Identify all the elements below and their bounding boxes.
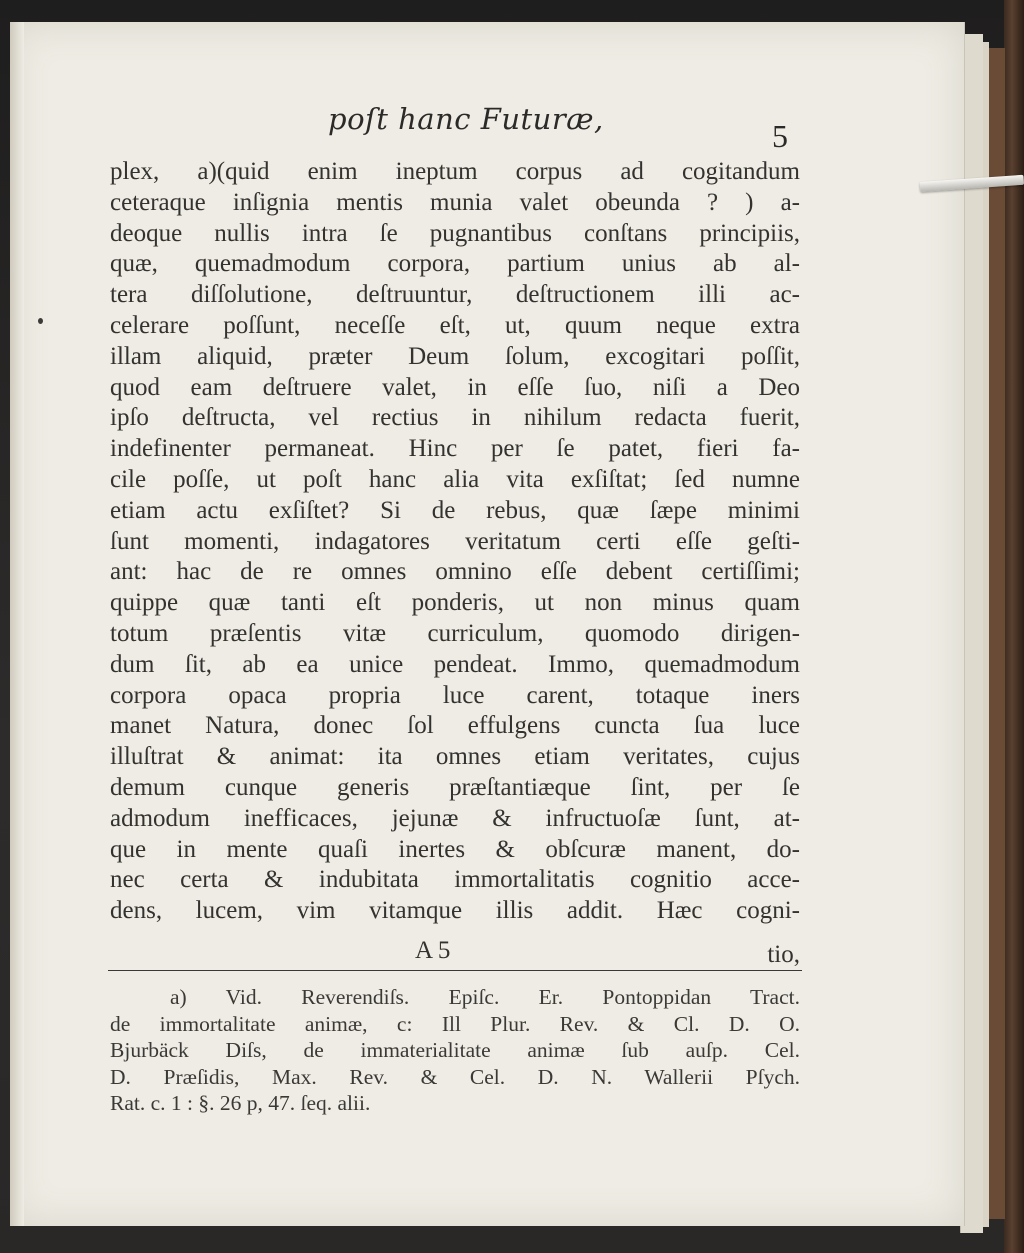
body-line: corpora opaca propria luce carent, totaque iners xyxy=(110,681,800,709)
catchword-row xyxy=(110,937,800,967)
running-title: poſt hanc Futuræ, xyxy=(328,102,604,136)
footnote-rule xyxy=(108,970,802,971)
body-line: manet Natura, donec ſol effulgens cuncta ſua luce xyxy=(110,712,800,740)
body-line: totum præſentis vitæ curriculum, quomodo dirigen- xyxy=(110,619,800,647)
book-page xyxy=(10,22,965,1226)
body-line: indefinenter permaneat. Hinc per ſe patet, fieri fa- xyxy=(110,435,800,463)
body-line: quippe quæ tanti eſt ponderis, ut non minus quam xyxy=(110,589,800,617)
body-line: ipſo deſtructa, vel rectius in nihilum redacta fuerit, xyxy=(110,404,800,432)
body-line: demum cunque generis præſtantiæque ſint, per ſe xyxy=(110,773,800,801)
body-line: illuſtrat & animat: ita omnes etiam veritates, cujus xyxy=(110,743,800,771)
footnote-line: Bjurbäck Diſs, de immaterialitate animæ ſub auſp. Cel. xyxy=(110,1038,800,1062)
body-line: deoque nullis intra ſe pugnantibus conſtans principiis, xyxy=(110,219,800,247)
body-line: quod eam deſtruere valet, in eſſe ſuo, niſi a Deo xyxy=(110,373,800,401)
page-number: 5 xyxy=(772,118,788,154)
body-line: ſunt momenti, indagatores veritatum certi eſſe geſti- xyxy=(110,527,800,555)
body-line: quæ, quemadmodum corpora, partium unius ab al- xyxy=(110,250,800,278)
footnote-line: Rat. c. 1 : §. 26 p, 47. ſeq. alii. xyxy=(110,1091,371,1115)
footnote-line: D. Præſidis, Max. Rev. & Cel. D. N. Wallerii Pſych. xyxy=(110,1064,800,1089)
footnote-line: a) Vid. Reverendiſs. Epiſc. Er. Pontoppidan Tract. xyxy=(170,985,800,1009)
page-header xyxy=(10,102,964,154)
page-gutter xyxy=(10,22,24,1226)
signature-mark: A 5 xyxy=(415,937,451,964)
body-line: tera diſſolutione, deſtruuntur, deſtructionem illi ac- xyxy=(110,281,800,309)
body-line: ceteraque inſignia mentis munia valet obeunda ? ) a- xyxy=(110,188,800,216)
book-cover-edge xyxy=(1004,0,1024,1253)
body-line: plex, a)(quid enim ineptum corpus ad cogitandum xyxy=(110,158,800,185)
footnote xyxy=(110,984,800,1117)
body-line: cile poſſe, ut poſt hanc alia vita exſiſtat; ſed numne xyxy=(110,465,800,493)
footnote-line: de immortalitate animæ, c: Ill Plur. Rev. & Cl. D. O. xyxy=(110,1011,800,1036)
body-text xyxy=(110,157,800,927)
body-line: que in mente quaſi inertes & obſcuræ manent, do- xyxy=(110,835,800,863)
catchword: tio, xyxy=(767,941,800,968)
body-line: nec certa & indubitata immortalitatis cognitio acce- xyxy=(110,866,800,894)
body-line: dens, lucem, vim vitamque illis addit. Hæc cogni- xyxy=(110,897,800,925)
body-line: illam aliquid, præter Deum ſolum, excogitari poſſit, xyxy=(110,342,800,370)
body-line: etiam actu exſiſtet? Si de rebus, quæ ſæpe minimi xyxy=(110,496,800,524)
body-line: admodum inefficaces, jejunæ & infructuoſæ ſunt, at- xyxy=(110,804,800,832)
ink-speck xyxy=(38,318,43,324)
body-line: celerare poſſunt, neceſſe eſt, ut, quum neque extra xyxy=(110,311,800,339)
body-line: ant: hac de re omnes omnino eſſe debent certiſſimi; xyxy=(110,558,800,586)
body-line: dum ſit, ab ea unice pendeat. Immo, quemadmodum xyxy=(110,650,800,678)
